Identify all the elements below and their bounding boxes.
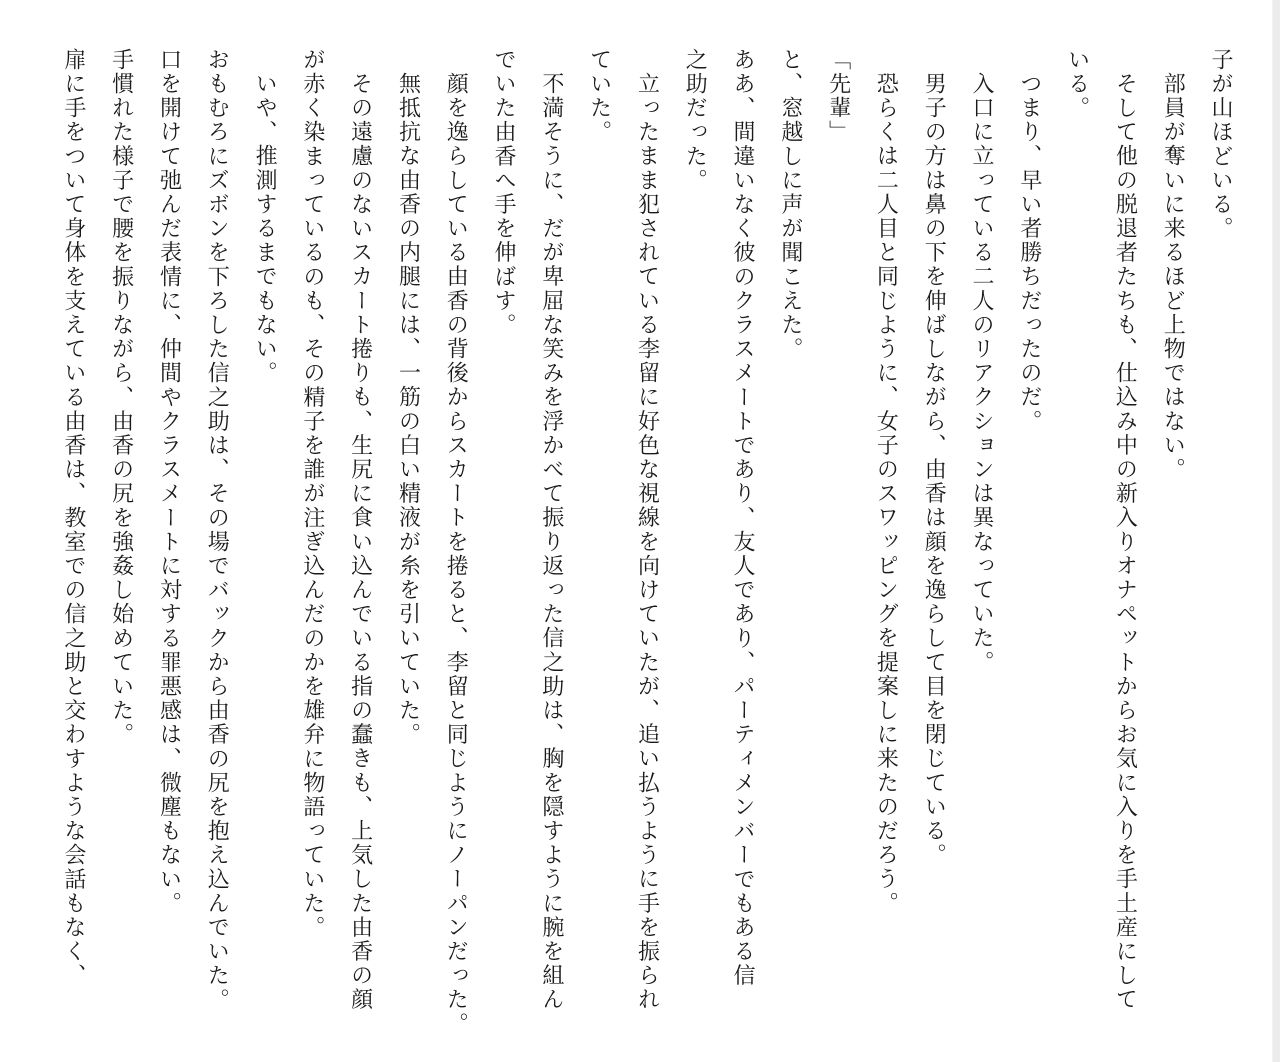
text-column: 子が山ほどいる。 <box>1208 48 1233 241</box>
text-column: 顔を逸らしている由香の背後からスカートを捲ると、李留と同じようにノーパンだった。 <box>443 72 469 1036</box>
vertical-text-page <box>49 48 1244 1038</box>
text-column: でいた由香へ手を伸ばす。 <box>491 48 517 338</box>
text-column: 扉に手をついて身体を支えている由香は、教室での信之助と交わすような会話もなく、 <box>60 48 86 988</box>
text-column: 不満そうに、だが卑屈な笑みを浮かべて振り返った信之助は、胸を隠すように腕を組ん <box>538 72 564 1012</box>
text-column: つまり、早い者勝ちだったのだ。 <box>1016 72 1042 434</box>
text-column: その遠慮のないスカート捲りも、生尻に食い込んでいる指の蠢きも、上気した由香の顔 <box>347 72 373 1012</box>
text-column: 口を開けて弛んだ表情に、仲間やクラスメートに対する罪悪感は、微塵もない。 <box>156 48 182 916</box>
text-column: そして他の脱退者たちも、仕込み中の新入りオナペットからお気に入りを手土産にして <box>1112 72 1138 1012</box>
text-column: ていた。 <box>586 48 612 145</box>
text-column: いや、推測するまでもない。 <box>252 72 278 386</box>
text-column: いる。 <box>1064 48 1090 121</box>
text-column: と、窓越しに声が聞こえた。 <box>777 48 803 362</box>
text-column: 男子の方は鼻の下を伸ばしながら、由香は顔を逸らして目を閉じている。 <box>921 72 947 868</box>
text-column: 之助だった。 <box>682 48 708 193</box>
scrollbar-track[interactable] <box>1272 0 1280 1062</box>
text-column: 手慣れた様子で腰を振りながら、由香の尻を強姦し始めていた。 <box>108 48 134 747</box>
text-column: 無抵抗な由香の内腿には、一筋の白い精液が糸を引いていた。 <box>395 72 421 747</box>
text-column: おもむろにズボンを下ろした信之助は、その場でバックから由香の尻を抱え込んでいた。 <box>204 48 230 1012</box>
text-column: 入口に立っている二人のリアクションは異なっていた。 <box>969 72 995 675</box>
text-column: が赤く染まっているのも、その精子を誰が注ぎ込んだのかを雄弁に物語っていた。 <box>299 48 325 940</box>
text-column: 立ったまま犯されている李留に好色な視線を向けていたが、追い払うように手を振られ <box>634 72 660 1012</box>
text-column: 恐らくは二人目と同じように、女子のスワッピングを提案しに来たのだろう。 <box>873 72 899 916</box>
text-column: ああ、間違いなく彼のクラスメートであり、友人であり、パーティメンバーでもある信 <box>730 48 756 988</box>
text-column: 部員が奪いに来るほど上物ではない。 <box>1160 72 1186 482</box>
text-column: 「先輩」 <box>825 48 851 145</box>
